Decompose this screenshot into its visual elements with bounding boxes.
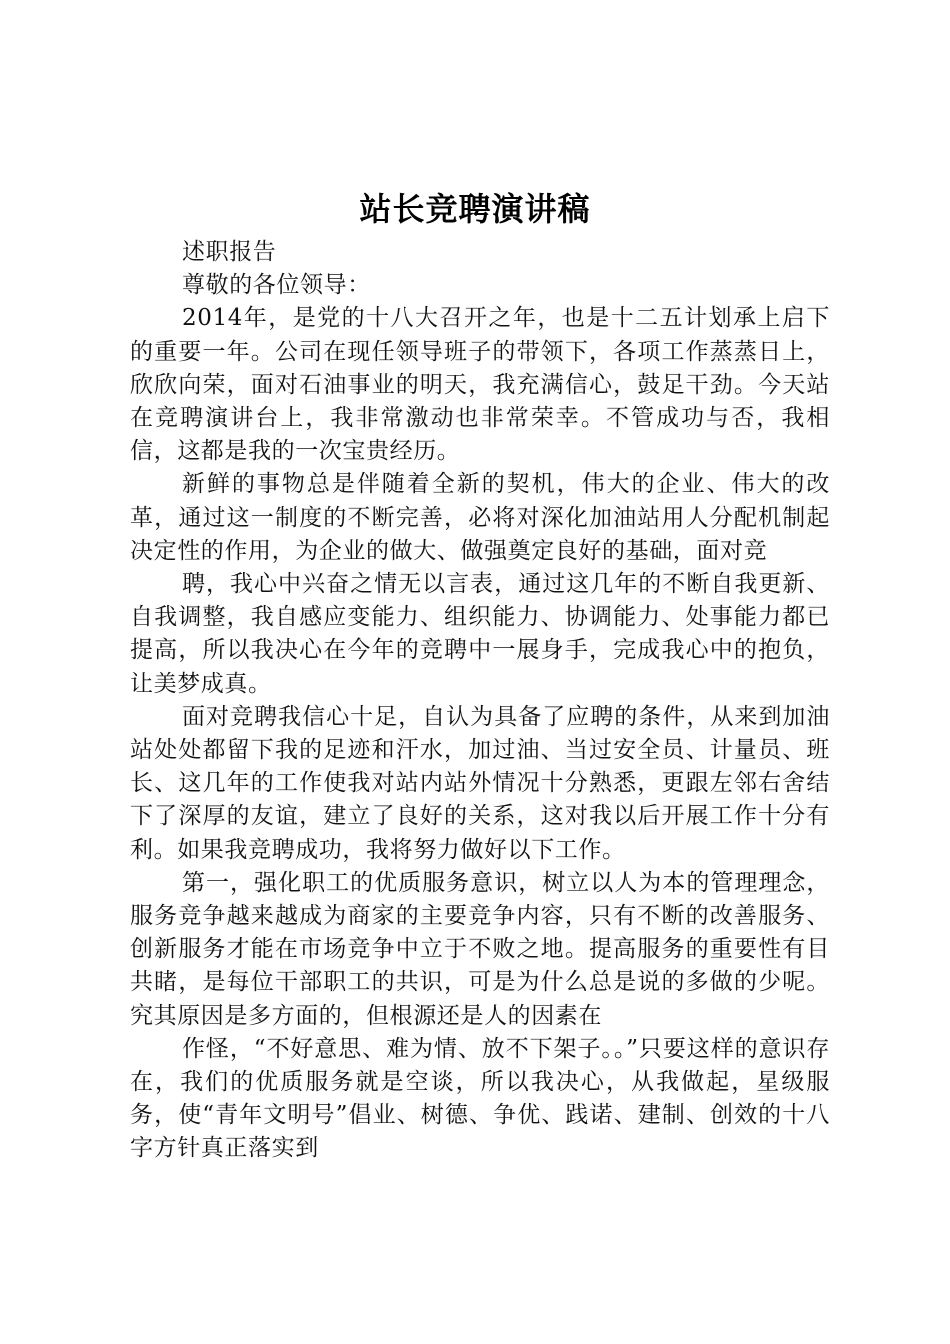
paragraph-continuation: 作怪，“不好意思、难为情、放不下架子。。”只要这样的意识存在，我们的优质服务就是空谈，所以我决心，从我做起，星级服务，使“青年文明号”倡业、树德、争优、践诺、建制、创效的十八字方针真正落实到 bbox=[130, 1035, 830, 1162]
paragraph-reform: 新鲜的事物总是伴随着全新的契机，伟大的企业、伟大的改革，通过这一制度的不断完善，必将对深化加油站用人分配机制起决定性的作用，为企业的做大、做强奠定良好的基础，面对竞 bbox=[130, 471, 830, 564]
document-title: 站长竞聘演讲稿 bbox=[359, 190, 591, 228]
paragraph-salutation: 尊敬的各位领导： bbox=[182, 272, 371, 299]
document-body bbox=[130, 236, 830, 1166]
paragraph-report-label: 述职报告 bbox=[182, 239, 277, 265]
paragraph-first-point: 第一，强化职工的优质服务意识，树立以人为本的管理理念，服务竞争越来越成为商家的主要竞争内容，只有不断的改善服务、创新服务才能在市场竞争中立于不败之地。提高服务的重要性有目共睹，是每位干部职工的共识，可是为什么总是说的多做的少呢。究其原因是多方面的，但根源还是人的因素在 bbox=[130, 869, 830, 1029]
paragraph-intro: 2014年，是党的十八大召开之年，也是十二五计划承上启下的重要一年。公司在现任领导班子的带领下，各项工作蒸蒸日上，欣欣向荣，面对石油事业的明天，我充满信心，鼓足干劲。今天站在竞聘演讲台上，我非常激动也非常荣幸。不管成功与否，我相信，这都是我的一次宝贵经历。 bbox=[130, 305, 830, 465]
paragraph-competition: 聘，我心中兴奋之情无以言表，通过这几年的不断自我更新、自我调整，我自感应变能力、组织能力、协调能力、处事能力都已提高，所以我决心在今年的竞聘中一展身手，完成我心中的抱负，让美梦成真。 bbox=[130, 571, 830, 697]
paragraph-confidence: 面对竞聘我信心十足，自认为具备了应聘的条件，从来到加油站处处都留下我的足迹和汗水，加过油、当过安全员、计量员、班长、这几年的工作使我对站内站外情况十分熟悉，更跟左邻右舍结下了深厚的友谊，建立了良好的关系，这对我以后开展工作十分有利。如果我竞聘成功，我将努力做好以下工作。 bbox=[130, 703, 830, 863]
